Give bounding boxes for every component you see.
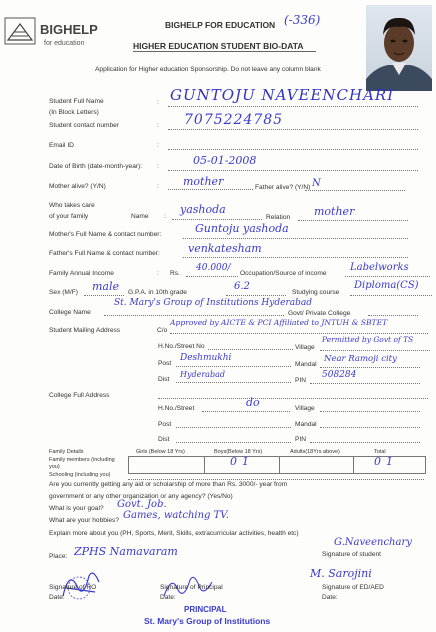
col-adults-header: Adults(18Yrs above) (290, 449, 340, 455)
occupation-value[interactable]: Labelworks (350, 262, 409, 273)
total-count-value[interactable]: 01 (374, 455, 398, 468)
post2-label: Post (158, 421, 172, 428)
sex-label: Sex (M/F) (49, 289, 78, 296)
income-value[interactable]: 40.000/ (196, 263, 231, 273)
mandal2-label: Mandal (295, 421, 317, 428)
relation-label: Relation (266, 214, 291, 221)
student-signature[interactable]: G.Naveenchary (334, 537, 412, 548)
dob-value[interactable]: 05-01-2008 (193, 154, 257, 167)
pin-value[interactable]: 508284 (322, 370, 357, 380)
place-label: Place: (49, 553, 68, 560)
village2-label: Village (295, 405, 315, 412)
college-value[interactable]: St. Mary's Group of Institutions Hyderabad (114, 298, 313, 308)
relation-value[interactable]: mother (314, 205, 355, 218)
logo-subtext: for education (44, 40, 85, 47)
care-label-1: Who takes care (49, 202, 95, 209)
date-3-label: Date: (322, 594, 338, 601)
mandal-label: Mandal (295, 361, 317, 368)
post-value[interactable]: Deshmukhi (180, 353, 232, 363)
boys-count-value[interactable]: 01 (230, 455, 254, 468)
dist-label: Dist (158, 376, 170, 383)
principal-signature-label: Signature of Principal (160, 584, 223, 591)
aid-question-1: Are you currently getting any aid or scholarship of more than Rs. 3000/- year from (49, 481, 288, 488)
father-alive-value[interactable]: N (312, 178, 321, 189)
form-instruction: Application for Higher education Sponsorship. Do not leave any column blank (95, 66, 321, 73)
father-name-label: Father's Full Name & contact number: (49, 250, 160, 257)
aid-question-2: government or any other organization or any agency? (Yes/No) (49, 493, 233, 500)
mother-name-value[interactable]: Guntoju yashoda (195, 222, 289, 235)
college-label: College Name (49, 309, 91, 316)
income-label: Family Annual Income (49, 270, 114, 277)
mother-alive-value[interactable]: mother (183, 175, 224, 188)
goal-label: What is your goal? (49, 505, 104, 512)
contact-value[interactable]: 7075224785 (184, 112, 284, 128)
place-value[interactable]: ZPHS Namavaram (74, 545, 178, 558)
dob-label: Date of Birth (date-month-year): (49, 163, 143, 170)
col-boys-header: Boys(Below 18 Yrs) (214, 449, 263, 455)
income-currency: Rs. (170, 270, 180, 277)
mandal-value[interactable]: Near Ramoji city (324, 354, 397, 364)
hobbies-label: What are your hobbies? (49, 517, 120, 524)
explain-label: Explain more about you (PH, Sports, Merit, Skills, extracurricular activities, health etc) (49, 530, 299, 537)
village-value[interactable]: Permitted by Govt of TS (322, 335, 414, 344)
course-label: Studying course (292, 289, 340, 296)
bighelp-logo-icon (4, 16, 38, 48)
care-name-label: Name (131, 213, 149, 220)
post-label: Post (158, 360, 172, 367)
logo-text: BIGHELP (40, 22, 98, 37)
date-1-label: Date: (49, 594, 65, 601)
hno2-label: H.No./Street (158, 405, 195, 412)
student-signature-label: Signature of student (322, 551, 382, 558)
contact-label: Student contact number (49, 122, 120, 129)
ro-signature-label: Signature of RO (49, 584, 97, 591)
mother-alive-label: Mother alive? (Y/N) (49, 183, 106, 190)
org-name: BIGHELP FOR EDUCATION (165, 20, 276, 30)
reference-number: (-336) (284, 13, 321, 27)
date-2-label: Date: (160, 594, 176, 601)
mailing-label: Student Mailing Address (49, 327, 121, 334)
course-value[interactable]: Diploma(CS) (354, 280, 419, 291)
email-label: Email ID (49, 142, 74, 149)
hobbies-value[interactable]: Games, watching TV. (123, 510, 229, 521)
village-label: Village (295, 344, 315, 351)
form-title: HIGHER EDUCATION STUDENT BIO-DATA (133, 41, 304, 51)
govt-private-label: Govt/ Private College (288, 310, 351, 317)
name-label: Student Full Name (49, 98, 104, 105)
col-total-header: Total (374, 449, 386, 455)
care-name-value[interactable]: yashoda (180, 203, 226, 216)
name-value[interactable]: GUNTOJU NAVEENCHARI (170, 86, 395, 104)
co-label: C/o (157, 327, 168, 334)
college-full-address-label: College Full Address (49, 392, 110, 399)
sex-value[interactable]: male (92, 280, 120, 293)
dist-value[interactable]: Hyderabad (180, 370, 225, 379)
goal-value[interactable]: Govt. Job. (117, 499, 167, 510)
dist2-label: Dist (158, 436, 170, 443)
father-alive-label: Father alive? (Y/N) (255, 184, 311, 191)
name-label-block: (In Block Letters) (49, 109, 99, 116)
family-details-label: Family Details Family members (including you) Schooling (including you) (49, 449, 115, 478)
gpa-label: G.P.A. in 10th grade (128, 289, 187, 296)
student-photo (366, 5, 432, 91)
mother-name-label: Mother's Full Name & contact number: (49, 231, 162, 238)
hno-label: H.No./Street No (158, 343, 205, 350)
col-girls-header: Girls (Below 18 Yrs) (136, 449, 185, 455)
ed-signature-label: Signature of ED/AED (322, 584, 384, 591)
father-name-value[interactable]: venkatesham (188, 242, 262, 255)
care-label-2: of your family (49, 213, 89, 220)
gpa-value[interactable]: 6.2 (234, 281, 250, 292)
hno2-value[interactable]: do (246, 396, 260, 409)
pin2-label: PIN (295, 436, 306, 443)
ed-signature[interactable]: M. Sarojini (310, 567, 372, 580)
co-value[interactable]: Approved by AICTE & PCI Affiliated to JNTUH & SBTET (170, 318, 388, 327)
principal-stamp-line-2: St. Mary's Group of Institutions (144, 616, 271, 626)
pin-label: PIN (295, 377, 306, 384)
principal-stamp-line-1: PRINCIPAL (184, 605, 227, 614)
occupation-label: Occupation/Source of income (240, 270, 327, 277)
